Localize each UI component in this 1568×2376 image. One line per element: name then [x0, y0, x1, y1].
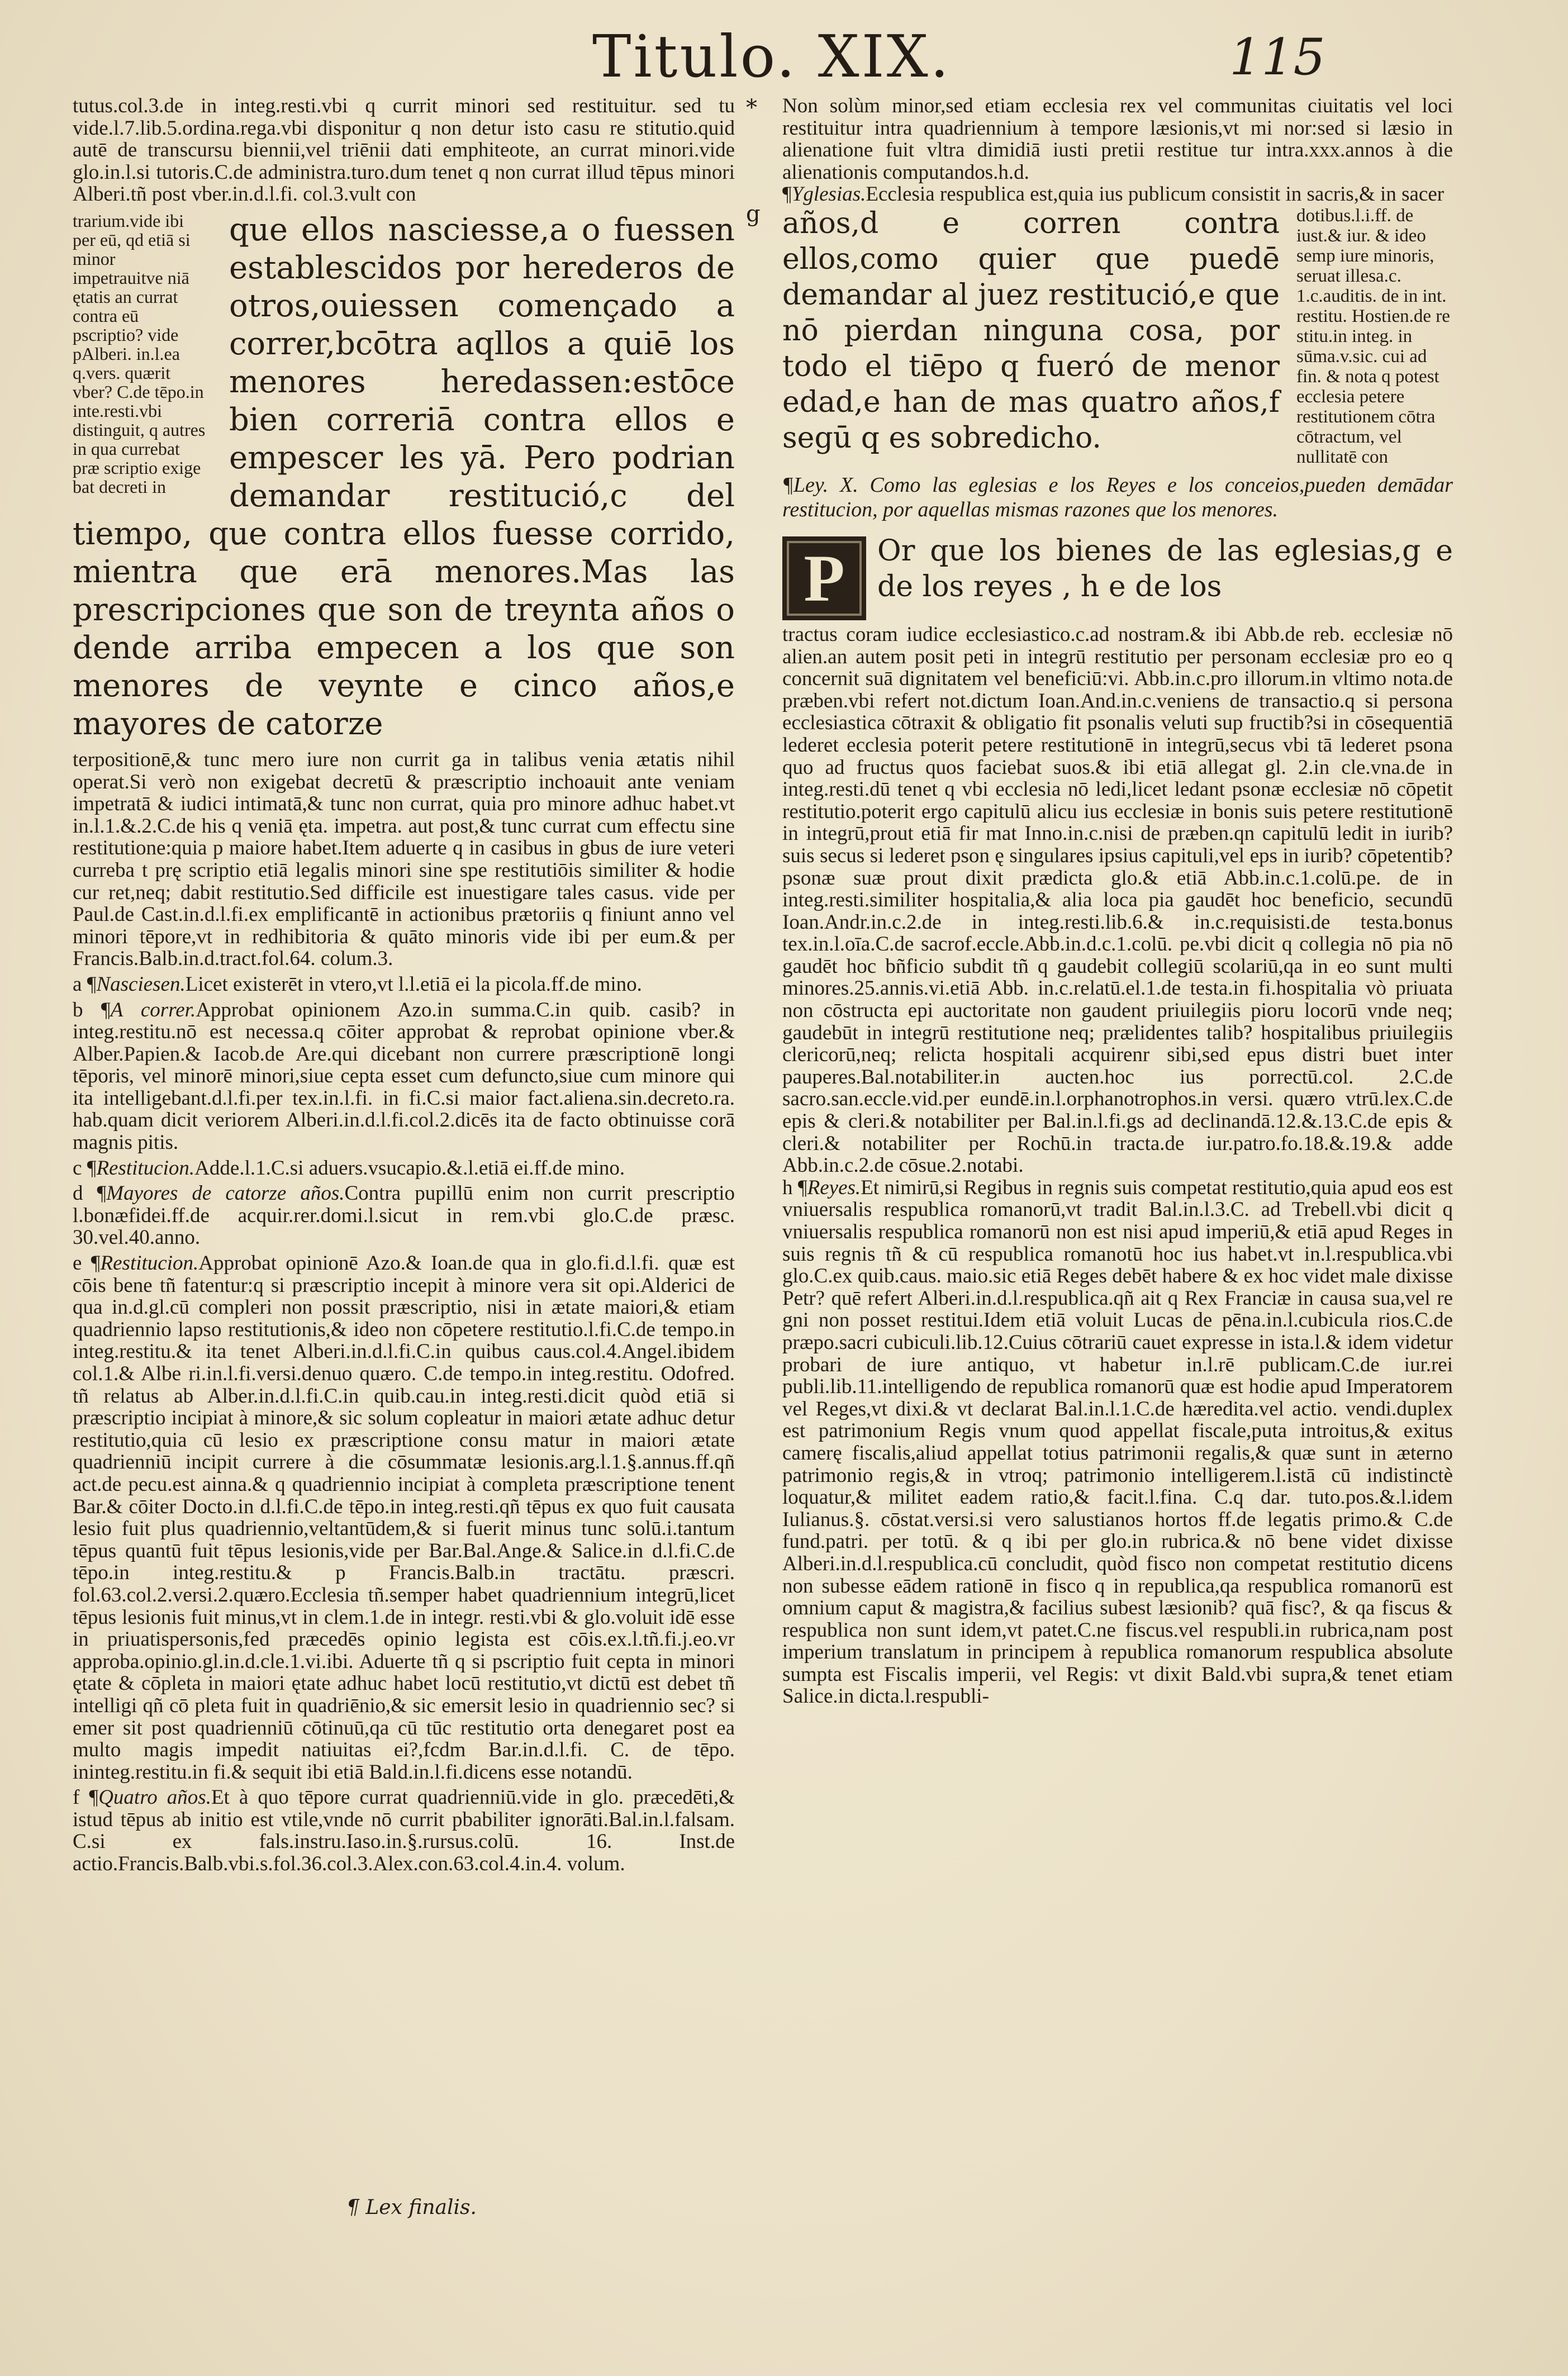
gloss-top-right: Non solùm minor,sed etiam ecclesia rex vel communitas ciuitatis vel loci restituitur intra quadriennium à tempore læsionis,vt mi nor:sed si læsio in alienatione fuit vltra dimidiā iusti pretii restitue tur intra.xxx.annos à die alienationis computandos.h.d. [782, 94, 1453, 184]
gloss-text: Approbat opinionem Azo.in summa.C.in quib. casib? in integ.restitu.nō est necessa.q cōiter approbat & reprobat opinione vber.& Alber.Papien.& Iacob.de Are.qui dicebant non currere præscriptionē longi tēporis, vel minorē minori,siue cepta esset cum defuncto,siue cum minore qui ita intelligebant.d.l.fi.per tex.in.l.fi. in fi.C.si maior fact.aliena.sin.decreto.ra. hab.quam dicit veriorem Alberi.in.d.l.fi.col.2.dicēs ita de facto obtinuisse corā magnis pitis. [73, 998, 735, 1154]
law-text-right: años,d e corren contra ellos,como quier que puedē demandar al juez restitució,e que nō pierdan ninguna cosa, por todo el tiēpo q fueró de menor edad,e han de mas quatro años,f segū q es sobredicho. [782, 206, 1280, 455]
gloss-block-left [73, 749, 735, 1875]
margin-star-mark: * [746, 95, 757, 121]
gloss-entry-d: d ¶Mayores de catorze años.Contra pupillū enim non currit prescriptio l.bonæfidei.ff.de acquir.rer.domi.l.sicut in rem.vbi glo.C.de præsc. 30.vel.40.anno. [73, 1182, 735, 1249]
gloss-entry-f: f ¶Quatro años.Et à quo tēpore currat quadrienniū.vide in glo. præcedēti,& istud tēpus ab initio est vtile,vnde nō currit pbabiliter ignorāti.Bal.in.l.falsam. C.si ex fals.instru.Iaso.in.§.rursus.colū. 16. Inst.de actio.Francis.Balb.vbi.s.fol.36.col.3.Alex.con.63.col.4.in.4. volum. [73, 1786, 735, 1876]
gloss-continuation: terpositionē,& tunc mero iure non currit ga in talibus venia ætatis nihil operat.Si verò non exigebat decretū & præscriptio inchoauit ante veniam impetratā & iudici intimatā,& tunc non currat, quia pro minore adhuc habet.vt in.l.1.&.2.C.de his q veniā ęta. impetra. aut post,& tunc currat cum effectu sine restitutione:quia p maiore habet.Item aduerte q in casibus in gbus de iure veteri curreba t prę scriptio etiā legalis minori sine spe restitutiōis similiter & hodie cur ret,neq; dabit restitutio.Sed difficile est inuestigare tales casus. vide per Paul.de Cast.in.d.l.fi.ex emplificantē in actionibus prætoriis q finiunt anno vel minori tēpore,vt in redhibitoria & quāto minoris vide ibi per eum.& per Francis.Balb.in.d.tract.fol.64. colum.3. [73, 748, 735, 971]
gloss-lemma: A correr. [110, 998, 196, 1021]
main-text-block-left [73, 211, 735, 743]
gloss-top-left: tutus.col.3.de in integ.resti.vbi q currit minori sed restituitur. sed tu vide.l.7.lib.5.ordina.rega.vbi disponitur q non detur isto casu re stitutio.quid autē de transcursu biennii,vel triēnii dati emphiteote, an currat minori.vide glo.in.l.si tutoris.C.de administra.turo.dum tenet q non currat illud tēpus minori Alberi.tñ post vber.in.d.l.fi. col.3.vult con [73, 94, 735, 206]
law-x-text: Or que los bienes de las eglesias,g e de los reyes , h e de los [877, 534, 1453, 603]
gloss-body-right: tractus coram iudice ecclesiastico.c.ad nostram.& ibi Abb.de reb. ecclesiæ nō alien.an autem posit peti in integrū restitutio per personam ecclesiæ pro eo q concernit suā dignitatem vel beneficiū:vi. Abb.in.c.pro illorum.in vltimo nota.de præben.vbi refert not.dictum Ioan.And.in.c.veniens de transactio.q si persona ecclesiastica cōtraxit & obligatio fit psonalis veluti sup fructib?si in cōsequentiā lederet ecclesia poterit petere restitutionē in integrū,secus vbi tā lederet psona quo ad fructus quos faciebat suos.& ibi etiā allegat gl. 2.in cle.vna.de in integ.resti.dū tenet q vbi ecclesia nō ledi,licet ledant psonæ ecclesiæ nō cōpetit restitutio.poterit ergo capitulū alicu ius ecclesiæ in bonis suis petere restitutionē in integrū,prout etiā fir mat Inno.in.c.nisi de præben.qn capitulū ledit in iurib? suis secus si lederet pson ę singulares ipsius capituli,vel eps in iurib? cōpetentib? psonæ suæ prout dixit prædicta glo.& etiā Abb.in.c.1.colū.pe. de in integ.resti.similiter hospitalia,& alia loca pia gaudēt hoc beneficio, secundū Ioan.Andr.in.c.2.de in integ.resti.lib.6.& in.c.requisisti.de testa.bonus tex.in.l.oīa.C.de sacrof.eccle.Abb.in.d.c.1.colū. pe.vbi dicit q collegia nō pia nō gaudēt hoc bñficio subdit tñ q gaudebit collegiū scolariū,qa in eo sunt multi minores.25.annis.vi.etiā Abb. in.c.relatū.el.1.de testa.in fi.hospitalia vò priuata non cōstructa epi auctoritate non gaudent priuilegiis pioru locorū vnde neq; gaudebūt in integrū restitutione neq; prælidentes talib? hospitalibus priuilegiis clericorū,neq; relicta hospitali acquirenr sibi,sed epus distri buet inter pauperes.Bal.notabiliter.in aucten.hoc ius porrectū.col. 2.C.de sacro.san.eccle.vid.per eundē.in.l.orphanotrophos.in versi. quæro vtrū.lex.C.de epis & cleri.& notabiliter per Bal.in.l.fi.gs ad declinandā.12.&.13.C.de epis & cleri.& notabiliter per Rochū.in tracta.de iur.patro.fo.18.&.19.& adde Abb.in.c.2.de cōsue.2.notabi. [782, 622, 1453, 1177]
gloss-entry-e: e ¶Restitucion.Approbat opinionē Azo.& Ioan.de qua in glo.fi.d.l.fi. quæ est cōis bene tñ fatentur:q si præscriptio incepit à minore vera sit opi.Alderici de qua in.d.gl.cū compleri non possit præscriptio, nisi in ætate maiori,& etiam quadriennio lapso restitutionis,& ideo non cōpetere restitutio.l.fi.C.de tempo.in integ.restitu.& ita tenet Alberi.in.d.l.fi.C.in quibus caus.col.4.Angel.ibidem col.1.& Albe ri.in.l.fi.versi.denuo quæro. C.de tempo.in integ.restitu. Odofred. tñ relatus ab Alber.in.d.l.fi.C.in quib.cau.in integ.resti.dicit quòd etiā si præscriptio incipiat à minore,& sic solum copleatur in maiori ætate adhuc detur restitutio,quia cū lesio ex præscriptione consu matur in maiori ætate quadrienniū incipit currere à die cōsummatæ lesionis.arg.l.1.§.annus.ff.qñ act.de pecu.est ainna.& q quadriennio incipiat à completa præscriptione tenent Bar.& cōiter Docto.in d.l.fi.C.de tēpo.in integ.resti.qñ tēpus ex quo fuit causata lesio fuit plus quadriennio,veltantūdem,& si fuerit minus tunc solū.i.tantum tēpus quantū fuit tēpus lesionis,vide per Bar.Bal.Ange.& Salice.in d.l.fi.C.de tēpo.in integ.restitu.& p Francis.Balb.in tractātu. præscri. fol.63.col.2.versi.2.quæro.Ecclesia tñ.semper habet quadriennium integrū,licet tēpus lesionis fuit minus,vt in clem.1.de in integr. resti.vbi & glo.voluit idē esse in priuatispersonis,fed præcedēs opinio legista est cōis.ex.l.tñ.fi.j.eo.vr approba.opinio.gl.in.d.cle.1.vi.ibi. Aduerte tñ q si pscriptio fuit cepta in minori ętate & cōpleta in maiori ętate adhuc habet locū restitutio,vt dictū est debet tñ intelligi qñ cō pleta fuit in quadriēnio,& sic emersit lesio in quadriennio sec? si emer sit post quadrienniū cōtinuū,qa cū tūc restitutio orta denegaret post ea multo magis impedit natiuitas ei?,fcdm Bar.in.d.l.fi. C. de tēpo. ininteg.restitu.in fi.& sequit ibi etiā Bald.in.l.fi.dicens esse notandū. [73, 1252, 735, 1784]
right-column [782, 95, 1453, 1708]
gloss-entry-g: ¶Yglesias.Ecclesia respublica est,quia ius publicum consistit in sacris,& in sacer [782, 183, 1445, 206]
side-note-right: dotibus.l.i.ff. de iust.& iur. & ideo semp iure minoris, seruat illesa.c. 1.c.auditis. de in int. restitu. Hostien.de re stitu.in integ. in sūma.v.sic. cui ad fin. & nota q potest ecclesia petere restitutionem cōtra cōtractum, vel nullitatē con [1296, 205, 1450, 467]
gloss-text: Licet existerēt in vtero,vt l.l.etiā ei la picola.ff.de mino. [185, 972, 642, 996]
page-number: 115 [1229, 28, 1325, 87]
gloss-text: Et nimirū,si Regibus in regnis suis competat restitutio,quia apud eos est vniuersalis respublica romanorū,vt tradit Bal.in.l.3.C. ad Trebell.vbi dicit q vniuersalis respublica romanorū non est nisi apud imperiū,& etiā apud Reges in suis regnis tñ & cū respublica romanotū hoc ius habet.vt in.l.respublica.vbi glo.C.ex quib.caus. maio.sic etiā Reges debēt habere & ex hoc videt male dixisse Petr? quē refert Alberi.in.d.l.respublica.qñ ait q Rex Franciæ in causa sua,vel re gni non posset restitui.Idem etiā voluit Lucas de pēna.in.l.cubicula rios.C.de præpo.sacri cubiculi.lib.12.Cuius cōtrariū cauet expresse in ista.l.& idem videtur probari de iure antiquo, vt habetur in.l.rē publicam.C.de iur.rei publi.lib.11.intelligendo de republica romanorū quæ est hodie apud Imperatorem vel Reges,vt dixi.& vt declarat Bal.in.l.1.C.de hæredita.vel actio. vendi.duplex est patrimonium Regis vnum quod appellat fiscale,puta introitus,& exitus camerę fiscalis,aliud appellat totius patrimonii regalis,& quæ sunt in æterno patrimonio regis,& in vtroq; patrimonio intelligerem.l.istā cū indistinctè loquatur,& militet eadem ratio,& facit.l.fina. C.q dar. tuto.pos.&.l.idem Iulianus.§. cōstat.versi.si vero salustianos hortos ff.de legatis primo.& C.de fund.patri. per totū. & q ibi per glo.in rubrica.& nō bene videt dixisse Alberi.in.d.l.respublica.cū concludit, quòd fisco non competat restitutio dicens non subesse eādem rationē in fisco q in republica,qa respublica romanorū est omnium caput & magistra,& facilius subest læsionib? quā fisc?, & qa fiscus & respublica non sunt idem,vt patet.C.ne fiscus.vel respubli.in rubrica,nam post imperium translatum in principem à republica romanorum respublica absolute sumpta est Fiscalis imperii, vel Regis: vt dixit Bald.vbi supra,& tenet etiam Salice.in dicta.l.respubli- [782, 1176, 1453, 1708]
footer-lex-text: Lex finalis. [365, 2196, 477, 2219]
decorated-initial: P [782, 536, 866, 620]
gloss-lemma: Restitucion. [96, 1156, 195, 1180]
gloss-lemma: Reyes. [807, 1176, 861, 1199]
gloss-lemma: Mayores de catorze años. [106, 1182, 345, 1205]
gloss-letter: d [73, 1182, 83, 1205]
margin-note-left: trarium.vide ibi per eū, qd etiā si minor impetrauitve niā ętatis an currat contra eū pscriptio? vide pAlberi. in.l.ea q.vers. quærit vber? C.de tēpo.in inte.resti.vbi distinguit, q autres in qua currebat præ scriptio exige bat decreti in [73, 210, 206, 497]
gloss-entry-c: c ¶Restitucion.Adde.l.1.C.si aduers.vsucapio.&.l.etiā ei.ff.de mino. [73, 1156, 625, 1180]
gloss-letter: f [73, 1786, 80, 1809]
page-title: Titulo. XIX. [592, 22, 951, 91]
gloss-text: Et à quo tēpore currat quadrienniū.vide in glo. præcedēti,& istud tēpus ab initio est vtile,vnde nō currit pbabiliter ignorāti.Bal.in.l.falsam. C.si ex fals.instru.Iaso.in.§.rursus.colū. 16. Inst.de actio.Francis.Balb.vbi.s.fol.36.col.3.Alex.con.63.col.4.in.4. volum. [73, 1786, 735, 1876]
gloss-lemma: Quatro años. [98, 1786, 211, 1809]
gloss-lemma: Yglesias. [791, 183, 866, 206]
gloss-text: Adde.l.1.C.si aduers.vsucapio.&.l.etiā ei.ff.de mino. [194, 1156, 625, 1180]
gloss-text: Approbat opinionē Azo.& Ioan.de qua in glo.fi.d.l.fi. quæ est cōis bene tñ fatentur:q si præscriptio incepit à minore vera sit opi.Alderici de qua in.d.gl.cū compleri non possit præscriptio, nisi in ætate maiori,& etiam quadriennio lapso restitutionis,& ideo non cōpetere restitutio.l.fi.C.de tempo.in integ.restitu.& ita tenet Alberi.in.d.l.fi.C.in quibus caus.col.4.Angel.ibidem col.1.& Albe ri.in.l.fi.versi.denuo quæro. C.de tempo.in integ.restitu. Odofred. tñ relatus ab Alber.in.d.l.fi.C.in quib.cau.in integ.resti.dicit quòd etiā si præscriptio incipiat à minore,& sic solum copleatur in maiori ætate adhuc detur restitutio,quia cū lesio ex præscriptione consu matur in maiori ætate quadrienniū incipit currere à die cōsummatæ lesionis.arg.l.1.§.annus.ff.qñ act.de pecu.est ainna.& q quadriennio incipiat à completa præscriptione tenent Bar.& cōiter Docto.in d.l.fi.C.de tēpo.in integ.resti.qñ tēpus ex quo fuit causata lesio fuit plus quadriennio,veltantūdem,& si fuerit minus tunc solū.i.tantum tēpus quantū fuit tēpus lesionis,vide per Bar.Bal.Ange.& Salice.in d.l.fi.C.de tēpo.in integ.restitu.& p Francis.Balb.in tractātu. præscri. fol.63.col.2.versi.2.quæro.Ecclesia tñ.semper habet quadriennium integrū,licet tēpus lesionis fuit minus,vt in clem.1.de in integr. resti.vbi & glo.voluit idē esse in priuatispersonis,fed præcedēs opinio legista est cōis.ex.l.tñ.fi.j.eo.vr approba.opinio.gl.in.d.cle.1.vi.ibi. Aduerte tñ q si pscriptio fuit cepta in minori ętate & cōpleta in maiori ętate adhuc habet locū restitutio,vt dictū est debet tñ intelligi qñ cō pleta fuit in quadriēnio,& sic emersit lesio in quadriennio sec? si emer sit post quadrienniū cōtinuū,qa cū tūc restitutio orta denegaret post ea multo magis impedit natiuitas ei?,fcdm Bar.in.d.l.fi. C. de tēpo. ininteg.restitu.in fi.& sequit ibi etiā Bald.in.l.fi.dicens esse notandū. [73, 1252, 735, 1784]
gloss-entry-h: h ¶Reyes.Et nimirū,si Regibus in regnis suis competat restitutio,quia apud eos est vniuersalis respublica romanorū,vt tradit Bal.in.l.3.C. ad Trebell.vbi dicit q vniuersalis respublica romanorū non est nisi apud imperiū,& etiā apud Reges in suis regnis tñ & cū respublica romanotū hoc ius habet.vt in.l.respublica.vbi glo.C.ex quib.caus. maio.sic etiā Reges debēt habere & ex hoc videt male dixisse Petr? quē refert Alberi.in.d.l.respublica.qñ ait q Rex Franciæ in causa sua,vel re gni non posset restitui.Idem etiā voluit Lucas de pēna.in.l.cubicula rios.C.de præpo.sacri cubiculi.lib.12.Cuius cōtrariū cauet expresse in ista.l.& idem videtur probari de iure antiquo, vt habetur in.l.rē publicam.C.de iur.rei publi.lib.11.intelligendo de republica romanorū quæ est hodie apud Imperatorem vel Reges,vt dixi.& vt declarat Bal.in.l.1.C.de hæredita.vel actio. vendi.duplex est patrimonium Regis vnum quod appellat fiscale,puta introitus,& exitus camerę fiscalis,aliud appellat totius patrimonii regalis,& quæ sunt in æterno patrimonio regis,& in vtroq; patrimonio intelligerem.l.istā cū indistinctè loquatur,& militet eadem ratio,& facit.l.fina. C.q dar. tuto.pos.&.l.idem Iulianus.§. cōstat.versi.si vero salustianos hortos ff.de legatis primo.& C.de fund.patri. per totū. & q ibi per glo.in rubrica.& nō bene videt dixisse Alberi.in.d.l.respublica.cū concludit, quòd fisco non competat restitutio dicens non subesse eādem rationē in fisco q in republica,qa respublica romanorū est omnium caput & magistra,& facilius subest læsionib? quā fisc?, & qa fiscus & respublica non sunt idem,vt patet.C.ne fiscus.vel respubli.in rubrica,nam post imperium translatum in principem à republica romanorum respublica absolute sumpta est Fiscalis imperii, vel Regis: vt dixit Bald.vbi supra,& tenet etiam Salice.in dicta.l.respubli- [782, 1176, 1453, 1708]
gloss-letter: e [73, 1252, 82, 1275]
gloss-lemma: Restitucion. [100, 1252, 199, 1275]
gloss-text: Contra pupillū enim non currit prescriptio l.bonæfidei.ff.de acquir.rer.domi.l.sicut in rem.vbi glo.C.de præsc. 30.vel.40.anno. [73, 1182, 735, 1249]
margin-g-mark: g [746, 201, 761, 227]
gloss-letter: b [73, 998, 83, 1021]
law-heading-text: Ley. X. Como las eglesias e los Reyes e los conceios,pueden demādar restitucion, por aquellas mismas razones que los menores. [782, 473, 1453, 521]
law-text-left: que ellos nasciesse,a o fuessen establescidos por herederos de otros,ouiessen començado a correr,bcōtra aqllos a quiē los menores heredassen:estōce bien correriā contra ellos e empescer les yā. Pero podrian demandar restitució,c del tiempo, que contra ellos fuesse corrido, mientra que erā menores.Mas las prescripciones que son de treynta años o dende arriba empecen a los que son menores de veynte e cinco años,e mayores de catorze [73, 211, 735, 742]
main-text-block-right [782, 205, 1453, 616]
law-heading: ¶Ley. X. Como las eglesias e los Reyes e los conceios,pueden demādar restitucion, por aquellas mismas razones que los menores. [782, 473, 1453, 521]
gloss-letter: c [73, 1156, 82, 1180]
gloss-entry-a: a ¶Nasciesen.Licet existerēt in vtero,vt l.l.etiā ei la picola.ff.de mino. [73, 972, 642, 996]
gloss-lemma: Nasciesen. [96, 972, 186, 996]
gloss-entry-b: b ¶A correr.Approbat opinionem Azo.in summa.C.in quib. casib? in integ.restitu.nō est necessa.q cōiter approbat & reprobat opinione vber.& Alber.Papien.& Iacob.de Are.qui dicebant non currere præscriptionē longi tēporis, vel minorē minori,siue cepta esset cum defuncto,siue cum minore qui ita intelligebant.d.l.fi.per tex.in.l.fi. in fi.C.si maior fact.aliena.sin.decreto.ra. hab.quam dicit veriorem Alberi.in.d.l.fi.col.2.dicēs ita de facto obtinuisse corā magnis pitis. [73, 998, 735, 1154]
gloss-letter: a [73, 972, 82, 996]
left-column [73, 95, 735, 1875]
gloss-text: Ecclesia respublica est,quia ius publicum consistit in sacris,& in sacer [866, 183, 1445, 206]
footer-lex-finalis: ¶ Lex finalis. [346, 2196, 477, 2219]
